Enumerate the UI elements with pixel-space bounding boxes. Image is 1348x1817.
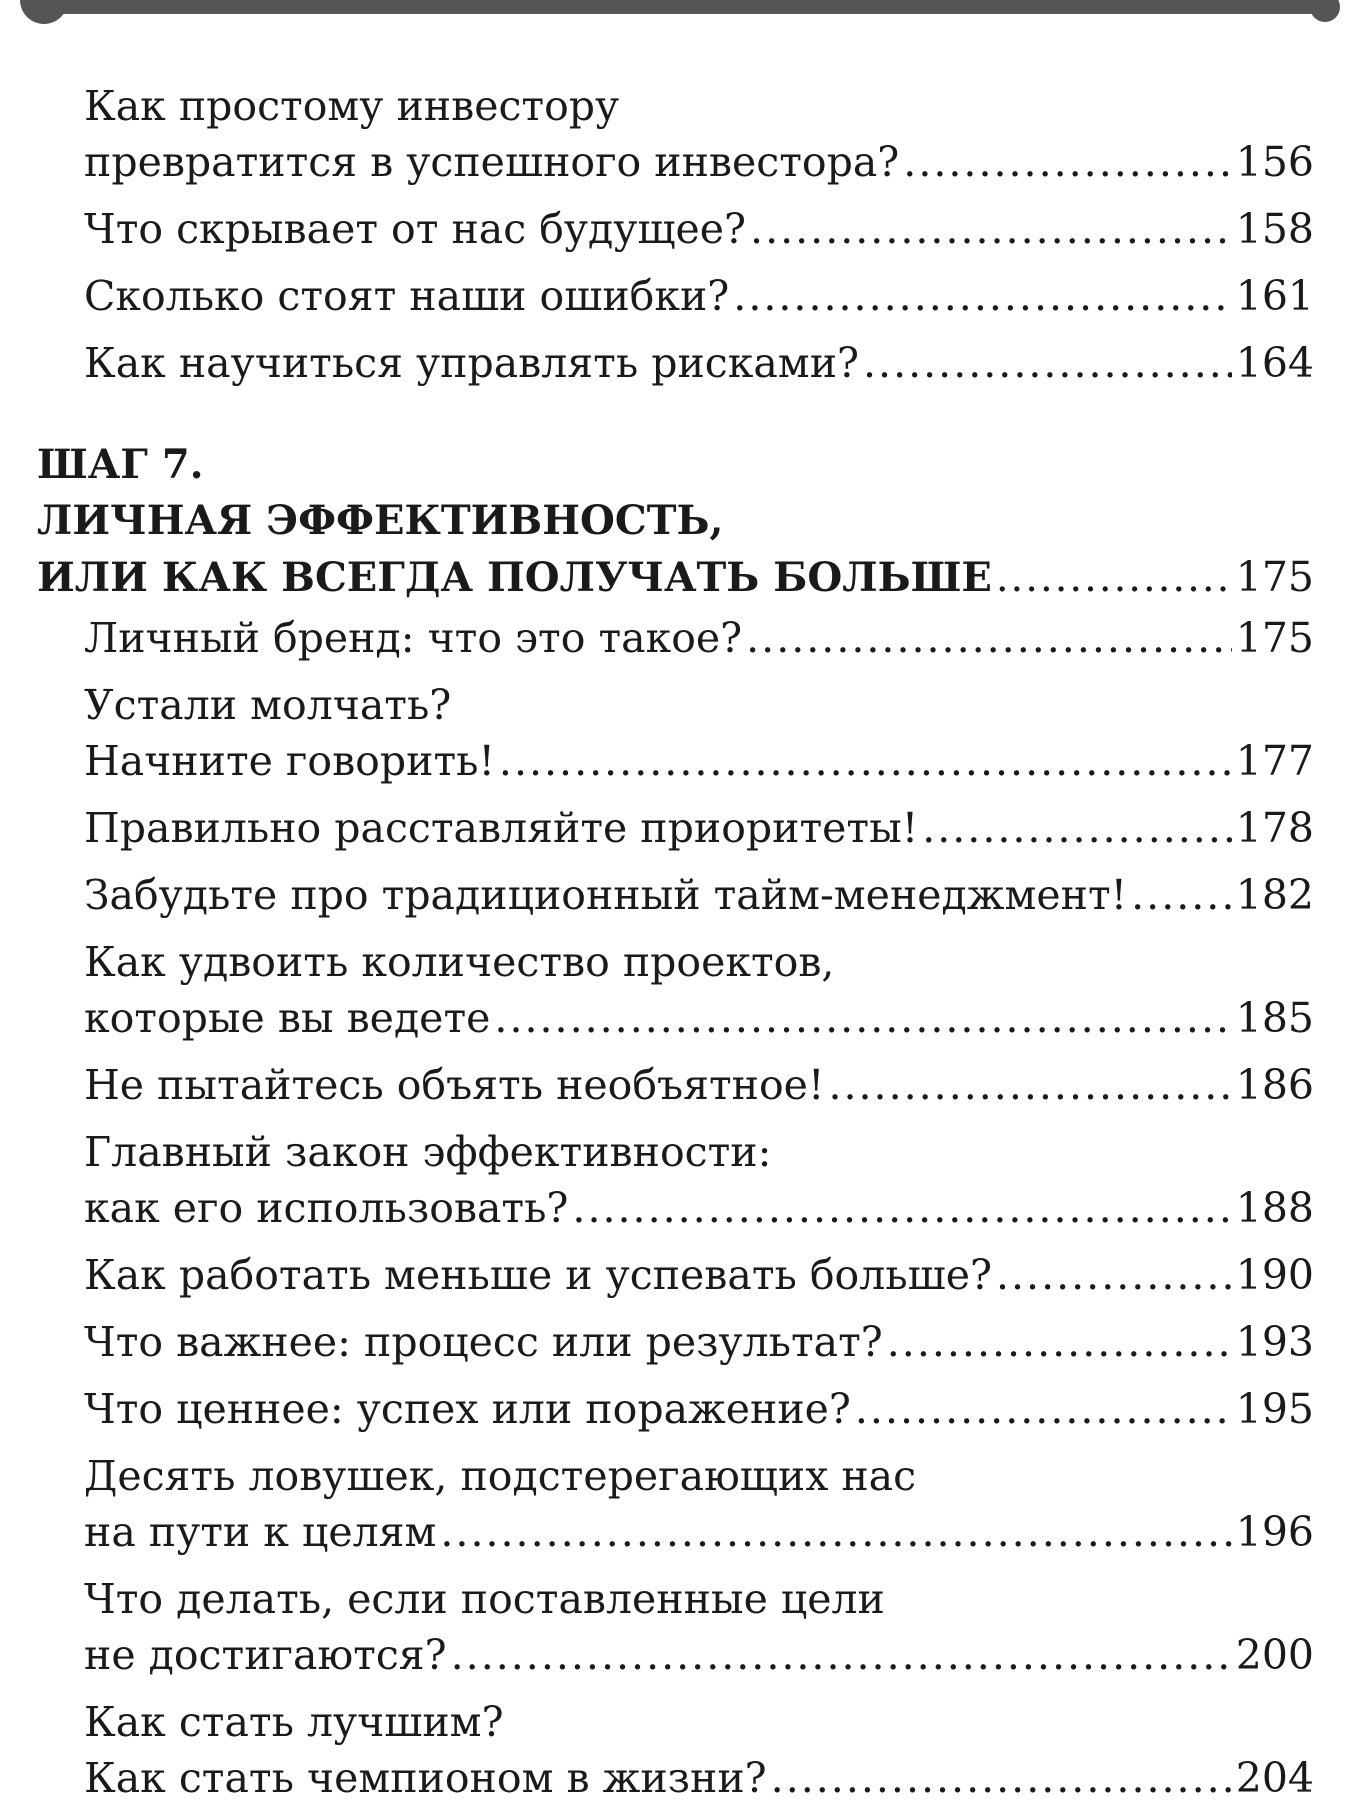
toc-entry-title: Что важнее: процесс или результат? bbox=[84, 1318, 883, 1366]
toc-page-number: 156 bbox=[1235, 138, 1314, 186]
toc-entry-leader-line bbox=[84, 1314, 1314, 1370]
toc-entry-title-line: ЛИЧНАЯ ЭФФЕКТИВНОСТЬ, bbox=[37, 497, 724, 544]
toc-entry-title: Забудьте про традиционный тайм-менеджмент! bbox=[84, 871, 1128, 919]
toc-entry-leader-line bbox=[84, 1750, 1314, 1806]
toc-entry-title-line: Десять ловушек, подстерегающих нас bbox=[84, 1452, 917, 1500]
toc-entry-leader-line bbox=[84, 990, 1314, 1046]
toc-entry-title: Сколько стоят наши ошибки? bbox=[84, 272, 730, 320]
toc-dot-leader bbox=[746, 610, 1232, 666]
toc-entry[interactable] bbox=[0, 1314, 1348, 1370]
toc-dot-leader bbox=[996, 1247, 1232, 1303]
toc-entry-title: на пути к целям bbox=[84, 1508, 437, 1556]
toc-dot-leader bbox=[499, 733, 1232, 789]
toc-entry[interactable] bbox=[0, 1571, 1348, 1683]
toc-dot-leader bbox=[996, 550, 1232, 606]
toc-entry[interactable] bbox=[0, 800, 1348, 856]
toc-entry[interactable] bbox=[0, 1448, 1348, 1560]
toc-dot-leader bbox=[855, 1381, 1232, 1437]
toc-page-number: 200 bbox=[1235, 1631, 1314, 1679]
toc-entry-leader-line bbox=[84, 268, 1314, 324]
toc-entry-title-line: Как удвоить количество проектов, bbox=[84, 938, 835, 986]
toc-entry[interactable] bbox=[0, 335, 1348, 391]
toc-entry[interactable] bbox=[0, 1247, 1348, 1303]
toc-page-number: 158 bbox=[1235, 205, 1314, 253]
toc-dot-leader bbox=[733, 268, 1231, 324]
toc-entry-leader-line bbox=[84, 335, 1314, 391]
toc-entry-leader-line bbox=[84, 1247, 1314, 1303]
toc-entry-title: Начните говорить! bbox=[84, 737, 495, 785]
toc-entry-title: Что ценнее: успех или поражение? bbox=[84, 1385, 851, 1433]
toc-entry-title: Правильно расставляйте приоритеты! bbox=[84, 804, 919, 852]
toc-entry-title: как его использовать? bbox=[84, 1184, 569, 1232]
toc-entry-title-line: Как стать лучшим? bbox=[84, 1698, 504, 1746]
toc-entry-title: Как стать чемпионом в жизни? bbox=[84, 1754, 767, 1802]
toc-entry-leader-line bbox=[84, 1381, 1314, 1437]
toc-page-number: 177 bbox=[1235, 737, 1314, 785]
toc-entry-leader-line bbox=[84, 201, 1314, 257]
toc-dot-leader bbox=[572, 1180, 1231, 1236]
toc-dot-leader bbox=[750, 201, 1232, 257]
toc-page-number: 190 bbox=[1235, 1251, 1314, 1299]
toc-page-number: 193 bbox=[1235, 1318, 1314, 1366]
table-of-contents bbox=[0, 78, 1348, 1817]
toc-entry-title-line: Устали молчать? bbox=[84, 681, 452, 729]
toc-dot-leader bbox=[1131, 867, 1232, 923]
toc-dot-leader bbox=[863, 335, 1232, 391]
toc-entry-title-line: ШАГ 7. bbox=[37, 441, 204, 488]
toc-entry-title-line: Главный закон эффективности: bbox=[84, 1128, 772, 1176]
top-bar-rule bbox=[38, 0, 1324, 14]
toc-entry[interactable] bbox=[0, 1694, 1348, 1806]
toc-page-number: 188 bbox=[1235, 1184, 1314, 1232]
toc-entry[interactable] bbox=[0, 610, 1348, 666]
toc-entry[interactable] bbox=[0, 268, 1348, 324]
toc-dot-leader bbox=[828, 1057, 1231, 1113]
toc-page-number: 161 bbox=[1235, 272, 1314, 320]
toc-entry-leader-line bbox=[84, 1627, 1314, 1683]
toc-dot-leader bbox=[887, 1314, 1232, 1370]
toc-entry[interactable] bbox=[0, 78, 1348, 190]
toc-entry-leader-line bbox=[84, 1504, 1314, 1560]
toc-page-number: 182 bbox=[1235, 871, 1314, 919]
toc-page-number: 164 bbox=[1235, 339, 1314, 387]
toc-entry-leader-line bbox=[84, 800, 1314, 856]
toc-page-number: 185 bbox=[1235, 994, 1314, 1042]
toc-entry-title-line: Что делать, если поставленные цели bbox=[84, 1575, 885, 1623]
toc-entry-leader-line bbox=[84, 134, 1314, 190]
toc-entry-title: Что скрывает от нас будущее? bbox=[84, 205, 747, 253]
toc-page-number: 175 bbox=[1235, 553, 1314, 601]
toc-entry-leader-line bbox=[84, 733, 1314, 789]
toc-section-heading[interactable] bbox=[0, 437, 1348, 606]
toc-dot-leader bbox=[451, 1627, 1232, 1683]
toc-page-number: 195 bbox=[1235, 1385, 1314, 1433]
toc-page-number: 196 bbox=[1235, 1508, 1314, 1556]
toc-page-number: 204 bbox=[1235, 1754, 1314, 1802]
toc-dot-leader bbox=[903, 134, 1231, 190]
page-top-decoration bbox=[0, 0, 1348, 24]
toc-entry-title: превратится в успешного инвестора? bbox=[84, 138, 900, 186]
toc-entry-title: Как научиться управлять рисками? bbox=[84, 339, 859, 387]
toc-entry-leader-line bbox=[37, 549, 1314, 606]
top-bar-right-cap bbox=[1310, 0, 1340, 22]
toc-entry-title: Не пытайтесь объять необъятное! bbox=[84, 1061, 825, 1109]
toc-entry-title-line: Как простому инвестору bbox=[84, 82, 620, 130]
toc-entry-title: Как работать меньше и успевать больше? bbox=[84, 1251, 992, 1299]
toc-dot-leader bbox=[771, 1750, 1232, 1806]
toc-page-number: 175 bbox=[1235, 614, 1314, 662]
toc-entry[interactable] bbox=[0, 1124, 1348, 1236]
toc-entry[interactable] bbox=[0, 1057, 1348, 1113]
toc-entry-title: ИЛИ КАК ВСЕГДА ПОЛУЧАТЬ БОЛЬШЕ bbox=[37, 554, 992, 601]
toc-entry-leader-line bbox=[84, 867, 1314, 923]
toc-entry-leader-line bbox=[84, 1057, 1314, 1113]
toc-entry[interactable] bbox=[0, 934, 1348, 1046]
toc-dot-leader bbox=[440, 1504, 1231, 1560]
toc-entry[interactable] bbox=[0, 201, 1348, 257]
toc-entry-leader-line bbox=[84, 1180, 1314, 1236]
toc-page-number: 178 bbox=[1235, 804, 1314, 852]
toc-entry-title: Личный бренд: что это такое? bbox=[84, 614, 743, 662]
toc-entry-title: которые вы ведете bbox=[84, 994, 491, 1042]
toc-entry[interactable] bbox=[0, 677, 1348, 789]
toc-dot-leader bbox=[494, 990, 1231, 1046]
toc-entry[interactable] bbox=[0, 1381, 1348, 1437]
toc-dot-leader bbox=[922, 800, 1232, 856]
toc-entry-title: не достигаются? bbox=[84, 1631, 447, 1679]
toc-entry[interactable] bbox=[0, 867, 1348, 923]
toc-page-number: 186 bbox=[1235, 1061, 1314, 1109]
toc-entry-leader-line bbox=[84, 610, 1314, 666]
